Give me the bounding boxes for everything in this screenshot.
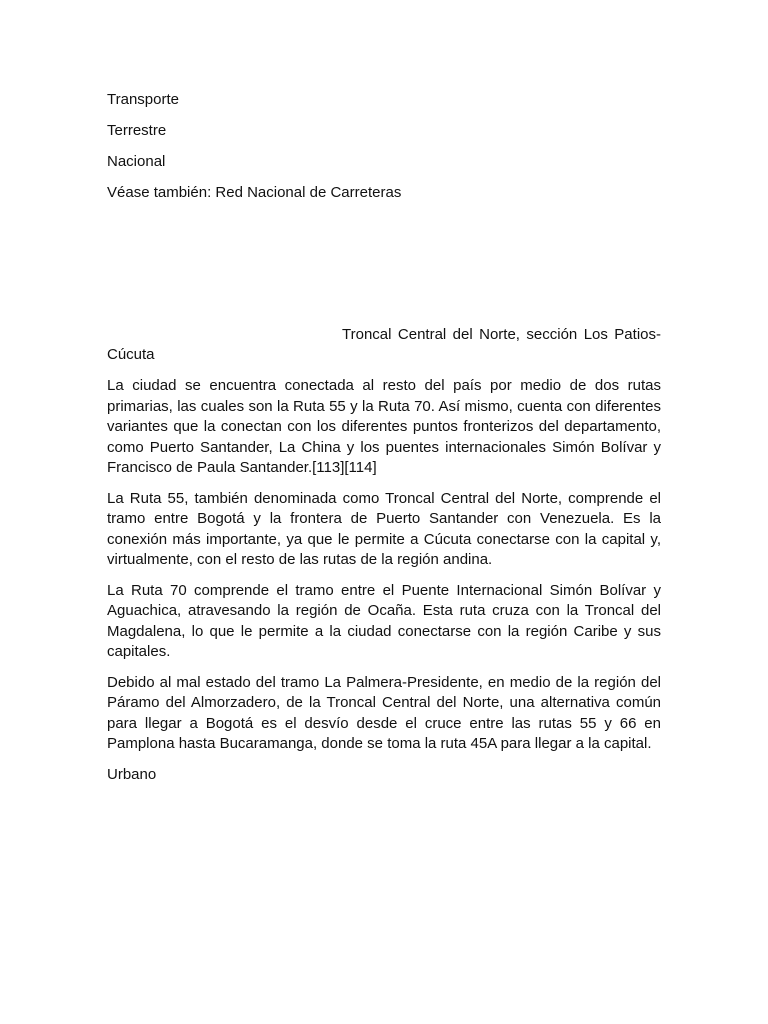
image-caption: Troncal Central del Norte, sección Los Patios-Cúcuta [107,326,661,363]
heading-nacional: Nacional [107,153,166,170]
paragraph-connections: La ciudad se encuentra conectada al resto del país por medio de dos rutas primarias, las cuales son la Ruta 55 y la Ruta 70. Así mismo, cuenta con diferentes variantes que la conectan con los diferentes puntos fronterizos del departamento, como Puerto Santander, La China y los puentes internacionales Simón Bolívar y Francisco de Paula Santander.[113][114] [107,377,661,476]
heading-transporte: Transporte [107,91,179,108]
paragraph-ruta-70: La Ruta 70 comprende el tramo entre el Puente Internacional Simón Bolívar y Aguachica, atravesando la región de Ocaña. Esta ruta cruza con la Troncal del Magdalena, lo que le permite a la ciudad conectarse con la región Caribe y sus capitales. [107,581,661,660]
document-page [107,90,661,785]
paragraph-alternativa: Debido al mal estado del tramo La Palmera-Presidente, en medio de la región del Páramo del Almorzadero, de la Troncal Central del Norte, una alternativa común para llegar a Bogotá es el desvío desde el cruce entre las rutas 55 y 66 en Pamplona hasta Bucaramanga, donde se toma la ruta 45A para llegar a la capital. [107,673,661,752]
see-also-line: Véase también: Red Nacional de Carreteras [107,184,402,201]
heading-terrestre: Terrestre [107,122,167,139]
heading-urbano: Urbano [107,765,157,783]
image-placeholder-space [107,214,661,325]
paragraph-ruta-55: La Ruta 55, también denominada como Troncal Central del Norte, comprende el tramo entre Bogotá y la frontera de Puerto Santander con Venezuela. Es la conexión más importante, ya que le permite a Cúcuta conectarse con la capital y, virtualmente, con el resto de las rutas de la región andina. [107,489,661,568]
